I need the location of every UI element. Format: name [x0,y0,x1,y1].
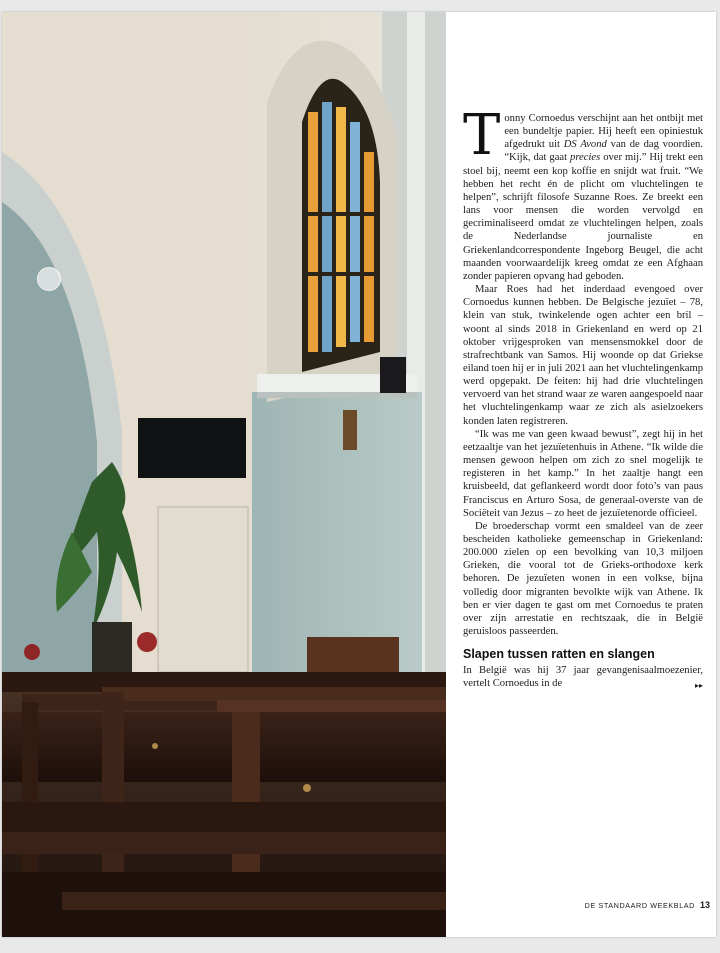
paragraph-1-text-c: over mij.” Hij trekt een stoel bij, neemt een kop koffie en snijdt wat fruit. “We hebben het recht én de plicht om vluchtelingen te helpen”, schrijft filosofe Suzanne Roes. Ze breekt een lans voor mensen die worden vervolgd en gecriminaliseerd omdat ze vluchtelingen helpen, zoals de Nederlandse journaliste en Griekenlandcorrespondente Ingeborg Beugel, die acht maanden voorwaardelijk kreeg omdat ze een Afghaan zonder papieren opvang had geboden. [463,152,704,282]
scroll-indicator[interactable] [37,267,61,291]
speaker-box [380,357,406,393]
paragraph-5-text: In België was hij 37 jaar gevangenisaalmoezenier, vertelt Cornoedus in de [463,665,703,690]
article-paragraph-4: De broederschap vormt een smaldeel van de zeer bescheiden katholieke gemeenschap in Griekenland: 200.000 zielen op een bevolking van 10,3 miljoen Grieken, die vooral tot de Grieks-orthodoxe kerk behoren. De jezuïeten wonen in een volkse, bijna volledig door migranten bevolkte wijk van Athene. Ik ben er vier dagen te gast om met Cornoedus te praten over zijn arrestatie en rechtszaak, die in België geruisloos passeerden. [463,520,703,638]
page-footer [570,900,710,910]
article-paragraph-3: “Ik was me van geen kwaad bewust”, zegt hij in het eetzaaltje van het jezuïetenhuis in Athene. “Ik wilde die mensen gewoon helpen om zich zo snel mogelijk te registeren in het kamp.” In het zaaltje hangt een kruisbeeld, dat geflankeerd wordt door foto’s van paus Franciscus en Arturo Sosa, de generaal-overste van de Sociëteit van Jezus – zo heet de jezuïetenorde officieel. [463,428,703,519]
tv-screen [138,418,246,478]
magazine-page [2,12,716,937]
article-paragraph-1 [463,103,704,283]
church-interior-photo [2,12,446,937]
section-subhead: Slapen tussen ratten en slangen [463,647,655,662]
article-paragraph-5 [463,664,703,690]
publication-name: DS Avond [563,139,607,151]
emphasis-word: precies [570,152,601,164]
crucifix-icon [343,410,357,450]
paragraph-1-text-b: van de dag voordien. “Kijk, dat gaat [504,139,703,164]
continue-arrow-icon: ▸▸ [694,681,703,691]
dropcap: T [463,103,501,168]
church-photo-illustration [2,12,446,937]
article-paragraph-2: Maar Roes had het inderdaad evengoed over Cornoedus kunnen hebben. De Belgische jezuïet – 78, klein van stuk, twinkelende ogen achter een bril – woont al sinds 2018 in Griekenland en werd op 21 oktober vrijgesproken van mensensmokkel door de strafrechtbank van Samos. Hij woonde op dat Griekse eiland toen hij er in juli 2021 aan het vluchtelingenkamp werd opgepakt. De feiten: hij had drie vluchtelingen vervoerd van het strand waar ze waren aangespoeld naar het vluchtelingenkamp waar ze zich als asielzoekers konden laten registreren. [463,284,703,427]
article-body [463,103,704,693]
paragraph-1-text: onny Cornoedus verschijnt aan het ontbijt met een bundeltje papier. Hij heeft een opiniestuk afgedrukt uit [504,113,703,151]
publication-title: DE STANDAARD WEEKBLAD [584,901,695,910]
page-number: 13 [699,900,710,910]
stained-glass-window [302,79,380,372]
